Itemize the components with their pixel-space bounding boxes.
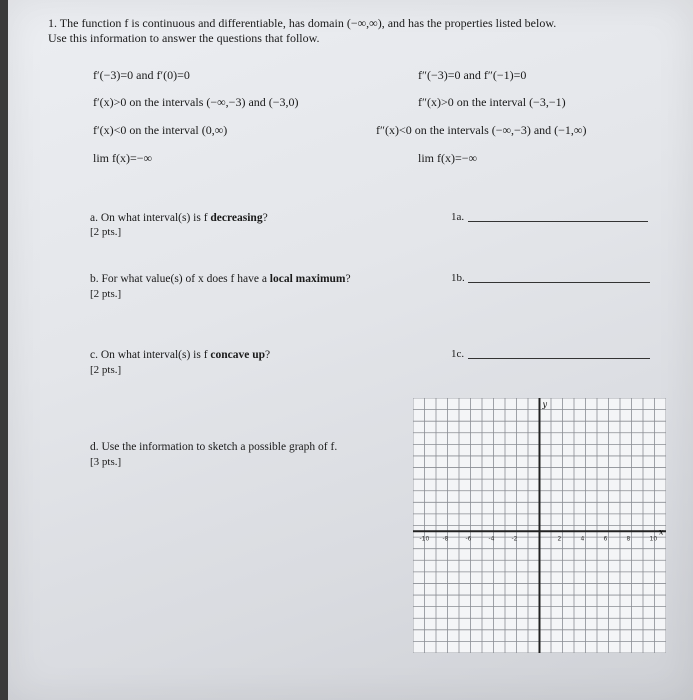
worksheet-page (8, 0, 693, 700)
property-left-2: f′(x)>0 on the intervals (−∞,−3) and (−3,0) (93, 95, 299, 109)
problem-intro-line2: Use this information to answer the questions that follow. (48, 31, 320, 45)
question-b: b. For what value(s) of x does f have a local maximum? (90, 273, 351, 285)
answer-1a-label: 1a. (451, 211, 465, 223)
question-c-points: [2 pts.] (90, 364, 122, 376)
x-tick-label: 4 (580, 535, 585, 543)
x-tick-label: -8 (442, 535, 449, 543)
x-tick-label: -4 (488, 535, 495, 543)
question-a-points: [2 pts.] (90, 226, 122, 238)
property-right-3: f″(x)<0 on the intervals (−∞,−3) and (−1,∞) (376, 123, 587, 137)
property-right-1: f″(−3)=0 and f″(−1)=0 (418, 68, 527, 82)
question-b-points: [2 pts.] (90, 288, 122, 300)
y-axis-label: y (542, 400, 548, 409)
answer-1b-line[interactable] (468, 282, 650, 283)
x-tick-label: 2 (557, 535, 562, 543)
problem-intro-line1: 1. The function f is continuous and differentiable, has domain (−∞,∞), and has the properties listed below. (48, 16, 557, 30)
property-right-4: lim f(x)=−∞ (418, 151, 478, 165)
question-d: d. Use the information to sketch a possible graph of f. (90, 441, 338, 453)
answer-1a-line[interactable] (468, 221, 648, 222)
coordinate-grid[interactable] (413, 398, 666, 653)
question-d-points: [3 pts.] (90, 456, 122, 468)
property-right-2: f″(x)>0 on the interval (−3,−1) (418, 95, 566, 109)
x-tick-label: -6 (465, 535, 472, 543)
property-left-1: f′(−3)=0 and f′(0)=0 (93, 68, 190, 82)
question-c: c. On what interval(s) is f concave up? (90, 349, 271, 361)
coordinate-plane-svg[interactable] (413, 398, 666, 653)
x-tick-label: -10 (419, 535, 430, 543)
x-axis-label: x (659, 527, 664, 537)
x-tick-label: 8 (626, 535, 631, 543)
answer-1c-label: 1c. (451, 348, 465, 360)
answer-1c-line[interactable] (468, 358, 650, 359)
property-left-4: lim f(x)=−∞ (93, 151, 153, 165)
x-tick-label: 10 (649, 535, 658, 543)
answer-1b-label: 1b. (451, 272, 465, 284)
x-tick-label: 6 (603, 535, 608, 543)
x-tick-label: -2 (511, 535, 518, 543)
question-a: a. On what interval(s) is f decreasing? (90, 212, 268, 224)
property-left-3: f′(x)<0 on the interval (0,∞) (93, 123, 228, 137)
